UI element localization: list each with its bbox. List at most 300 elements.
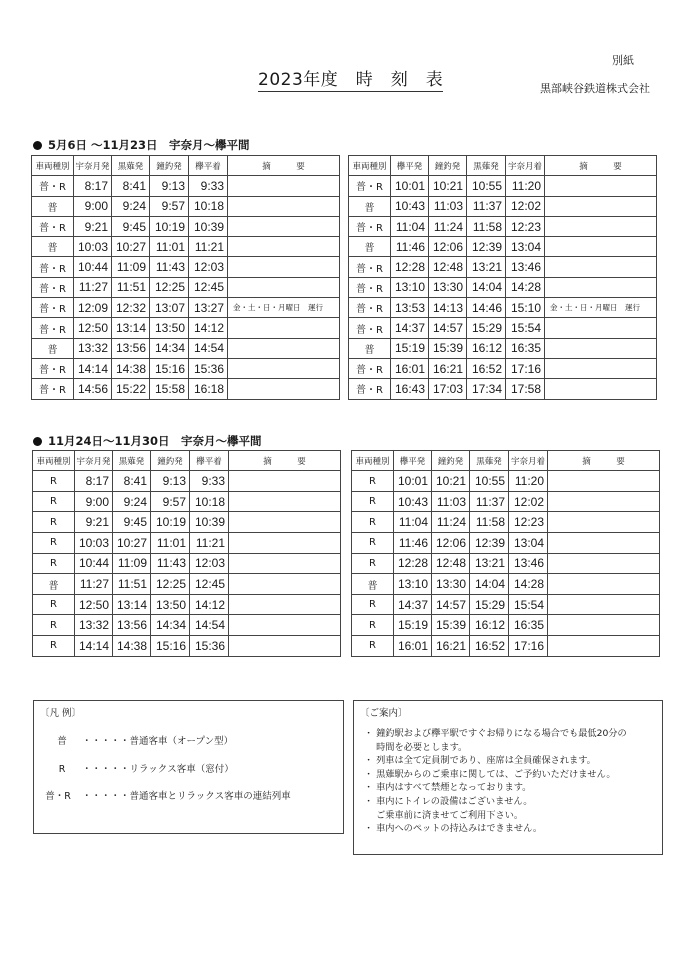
time-cell: 14:28 — [509, 574, 548, 595]
legend-heading: 〔凡 例〕 — [40, 708, 82, 719]
station-3-header: 黒薙発 — [467, 156, 506, 176]
info-line: ・ 車内はすべて禁煙となっております。 — [364, 782, 532, 794]
train-type-cell: R — [33, 512, 75, 533]
remarks-cell — [229, 553, 341, 574]
table-header-row — [33, 451, 341, 471]
time-cell: 14:14 — [75, 636, 113, 657]
time-cell: 12:39 — [470, 533, 509, 554]
table-row — [33, 553, 341, 574]
time-cell: 14:04 — [470, 574, 509, 595]
time-cell: 10:27 — [112, 237, 150, 257]
time-cell: 13:56 — [113, 615, 151, 636]
train-type-cell: 普・R — [349, 298, 391, 318]
time-cell: 9:33 — [189, 176, 228, 196]
remarks-cell — [548, 512, 660, 533]
time-cell: 8:41 — [112, 176, 150, 196]
remarks-cell — [545, 277, 657, 297]
time-cell: 9:00 — [74, 196, 112, 216]
table-row — [349, 237, 657, 257]
bullet-icon — [33, 437, 42, 446]
time-cell: 14:38 — [112, 358, 150, 378]
time-cell: 11:27 — [75, 574, 113, 595]
time-cell: 11:43 — [150, 257, 189, 277]
train-type-cell: 普 — [33, 574, 75, 595]
time-cell: 11:37 — [470, 491, 509, 512]
time-cell: 16:35 — [506, 338, 545, 358]
station-3-header: 黒薙発 — [470, 451, 509, 471]
time-cell: 14:37 — [394, 594, 432, 615]
time-cell: 12:32 — [112, 298, 150, 318]
remarks-cell — [228, 277, 340, 297]
time-cell: 17:03 — [429, 379, 467, 399]
remarks-cell — [545, 358, 657, 378]
remarks-cell: 金・土・日・月曜日 運行 — [228, 298, 340, 318]
train-type-cell: R — [33, 636, 75, 657]
remarks-cell — [545, 318, 657, 338]
time-cell: 13:56 — [112, 338, 150, 358]
time-cell: 11:24 — [429, 216, 467, 236]
train-type-cell: R — [352, 615, 394, 636]
station-4-header: 欅平着 — [189, 156, 228, 176]
time-cell: 14:57 — [432, 594, 470, 615]
table-row — [32, 338, 340, 358]
remarks-cell — [228, 318, 340, 338]
remarks-cell — [228, 176, 340, 196]
table-row — [352, 533, 660, 554]
train-type-cell: 普 — [32, 338, 74, 358]
table-row — [32, 216, 340, 236]
train-type-cell: 普・R — [349, 257, 391, 277]
page-title: 2023年度 時 刻 表 — [258, 70, 444, 90]
remarks-cell — [548, 491, 660, 512]
time-cell: 15:39 — [429, 338, 467, 358]
time-cell: 12:45 — [190, 574, 229, 595]
table-row — [33, 533, 341, 554]
remarks-cell — [228, 257, 340, 277]
train-type-cell: 普 — [352, 574, 394, 595]
time-cell: 12:06 — [429, 237, 467, 257]
remarks-cell — [229, 594, 341, 615]
table-header-row — [349, 156, 657, 176]
time-cell: 12:50 — [75, 594, 113, 615]
time-cell: 13:30 — [429, 277, 467, 297]
train-type-cell: R — [352, 471, 394, 492]
train-type-cell: R — [352, 553, 394, 574]
station-2-header: 鐘釣発 — [432, 451, 470, 471]
table-row — [349, 216, 657, 236]
time-cell: 13:10 — [394, 574, 432, 595]
station-1-header: 欅平発 — [391, 156, 429, 176]
time-cell: 13:50 — [150, 318, 189, 338]
remarks-cell — [228, 237, 340, 257]
timetable-outbound — [32, 450, 341, 657]
legend-symbol: 普・R — [45, 791, 71, 802]
table-row — [352, 615, 660, 636]
time-cell: 12:09 — [74, 298, 112, 318]
train-type-cell: R — [352, 533, 394, 554]
time-cell: 11:01 — [150, 237, 189, 257]
time-cell: 11:03 — [432, 491, 470, 512]
time-cell: 13:30 — [432, 574, 470, 595]
info-line: ・ 車内にトイレの設備はございません。 — [364, 795, 533, 807]
info-box — [353, 700, 663, 855]
train-type-cell: R — [33, 594, 75, 615]
train-type-cell: R — [352, 636, 394, 657]
table-row — [32, 318, 340, 338]
type-header: 車両種別 — [352, 451, 394, 471]
time-cell: 10:55 — [467, 176, 506, 196]
time-cell: 11:09 — [113, 553, 151, 574]
train-type-cell: 普 — [349, 196, 391, 216]
section-title-text: 5月6日 ～11月23日 宇奈月～欅平間 — [48, 138, 250, 152]
time-cell: 12:23 — [506, 216, 545, 236]
remarks-cell — [545, 237, 657, 257]
remarks-cell — [229, 533, 341, 554]
table-row — [352, 553, 660, 574]
table-row — [33, 615, 341, 636]
legend-box — [33, 700, 344, 834]
remarks-cell — [228, 358, 340, 378]
time-cell: 13:10 — [391, 277, 429, 297]
time-cell: 9:57 — [151, 491, 190, 512]
timetable-inbound — [351, 450, 660, 657]
info-list — [364, 727, 627, 836]
time-cell: 10:39 — [189, 216, 228, 236]
time-cell: 15:29 — [470, 594, 509, 615]
time-cell: 9:45 — [112, 216, 150, 236]
time-cell: 10:21 — [432, 471, 470, 492]
remarks-cell — [229, 636, 341, 657]
info-heading: 〔ご案内〕 — [360, 708, 408, 719]
remarks-cell — [548, 553, 660, 574]
station-3-header: 鐘釣発 — [150, 156, 189, 176]
train-type-cell: 普・R — [32, 358, 74, 378]
time-cell: 12:03 — [189, 257, 228, 277]
time-cell: 17:16 — [509, 636, 548, 657]
table-row — [349, 379, 657, 399]
time-cell: 11:51 — [112, 277, 150, 297]
table-row — [349, 358, 657, 378]
time-cell: 16:01 — [391, 358, 429, 378]
remarks-header: 摘 要 — [545, 156, 657, 176]
time-cell: 9:13 — [151, 471, 190, 492]
time-cell: 9:13 — [150, 176, 189, 196]
time-cell: 8:17 — [75, 471, 113, 492]
time-cell: 11:20 — [506, 176, 545, 196]
time-cell: 13:27 — [189, 298, 228, 318]
remarks-cell — [228, 196, 340, 216]
time-cell: 9:21 — [74, 216, 112, 236]
table-row — [32, 257, 340, 277]
station-1-header: 宇奈月発 — [75, 451, 113, 471]
train-type-cell: 普・R — [32, 257, 74, 277]
time-cell: 11:01 — [151, 533, 190, 554]
table-row — [32, 237, 340, 257]
time-cell: 14:04 — [467, 277, 506, 297]
company-name: 黒部峡谷鉄道株式会社 — [540, 82, 650, 95]
remarks-cell — [228, 379, 340, 399]
table-row — [32, 298, 340, 318]
info-line: ・ 鐘釣駅および欅平駅ですぐお帰りになる場合でも最低20分の — [364, 728, 627, 739]
remarks-cell — [548, 615, 660, 636]
train-type-cell: 普・R — [32, 176, 74, 196]
remarks-cell — [228, 216, 340, 236]
time-cell: 9:24 — [113, 491, 151, 512]
time-cell: 17:34 — [467, 379, 506, 399]
time-cell: 11:03 — [429, 196, 467, 216]
bullet-icon — [33, 141, 42, 150]
time-cell: 10:55 — [470, 471, 509, 492]
remarks-cell — [545, 196, 657, 216]
train-type-cell: R — [33, 533, 75, 554]
train-type-cell: 普 — [32, 237, 74, 257]
section-title-text: 11月24日～11月30日 宇奈月～欅平間 — [48, 434, 262, 448]
time-cell: 9:21 — [75, 512, 113, 533]
time-cell: 13:21 — [470, 553, 509, 574]
time-cell: 13:07 — [150, 298, 189, 318]
time-cell: 10:21 — [429, 176, 467, 196]
time-cell: 14:28 — [506, 277, 545, 297]
table-row — [33, 471, 341, 492]
table-row — [32, 196, 340, 216]
section-title-1 — [33, 137, 250, 153]
remarks-cell — [548, 636, 660, 657]
remarks-cell — [545, 176, 657, 196]
station-4-header: 宇奈月着 — [506, 156, 545, 176]
time-cell: 13:53 — [391, 298, 429, 318]
info-line: ご乗車前に済ませてご利用下さい。 — [364, 809, 524, 821]
time-cell: 14:14 — [74, 358, 112, 378]
time-cell: 14:56 — [74, 379, 112, 399]
remarks-cell — [545, 257, 657, 277]
legend-symbol: R — [58, 764, 66, 775]
table-header-row — [352, 451, 660, 471]
time-cell: 10:18 — [190, 491, 229, 512]
type-header: 車両種別 — [32, 156, 74, 176]
legend-item — [34, 788, 291, 802]
station-2-header: 黒薙発 — [113, 451, 151, 471]
time-cell: 13:50 — [151, 594, 190, 615]
train-type-cell: R — [33, 471, 75, 492]
time-cell: 16:18 — [189, 379, 228, 399]
time-cell: 10:39 — [190, 512, 229, 533]
remarks-cell: 金・土・日・月曜日 運行 — [545, 298, 657, 318]
time-cell: 14:34 — [150, 338, 189, 358]
remarks-cell — [228, 338, 340, 358]
time-cell: 14:46 — [467, 298, 506, 318]
time-cell: 15:54 — [506, 318, 545, 338]
time-cell: 14:38 — [113, 636, 151, 657]
train-type-cell: 普・R — [32, 216, 74, 236]
info-line: ・ 車内へのペットの持込みはできません。 — [364, 823, 543, 835]
time-cell: 11:46 — [391, 237, 429, 257]
time-cell: 14:13 — [429, 298, 467, 318]
time-cell: 11:21 — [189, 237, 228, 257]
table-row — [349, 176, 657, 196]
time-cell: 15:19 — [394, 615, 432, 636]
time-cell: 11:58 — [467, 216, 506, 236]
table-row — [349, 277, 657, 297]
remarks-cell — [548, 574, 660, 595]
time-cell: 15:16 — [150, 358, 189, 378]
info-line: ・ 黒薙駅からのご乗車に関しては、ご予約いただけません。 — [364, 768, 616, 780]
time-cell: 14:57 — [429, 318, 467, 338]
time-cell: 14:12 — [189, 318, 228, 338]
info-line: 時間を必要とします。 — [364, 741, 468, 753]
time-cell: 15:22 — [112, 379, 150, 399]
time-cell: 12:28 — [391, 257, 429, 277]
train-type-cell: 普・R — [32, 277, 74, 297]
train-type-cell: 普・R — [349, 358, 391, 378]
station-1-header: 宇奈月発 — [74, 156, 112, 176]
station-1-header: 欅平発 — [394, 451, 432, 471]
remarks-cell — [545, 338, 657, 358]
time-cell: 15:36 — [190, 636, 229, 657]
time-cell: 11:20 — [509, 471, 548, 492]
time-cell: 15:10 — [506, 298, 545, 318]
time-cell: 15:19 — [391, 338, 429, 358]
time-cell: 11:46 — [394, 533, 432, 554]
time-cell: 13:14 — [113, 594, 151, 615]
time-cell: 10:19 — [151, 512, 190, 533]
time-cell: 8:41 — [113, 471, 151, 492]
time-cell: 10:01 — [394, 471, 432, 492]
train-type-cell: 普・R — [349, 277, 391, 297]
table-row — [349, 338, 657, 358]
time-cell: 11:04 — [391, 216, 429, 236]
time-cell: 16:52 — [467, 358, 506, 378]
attachment-label: 別紙 — [612, 54, 634, 67]
train-type-cell: 普・R — [349, 216, 391, 236]
table-row — [352, 471, 660, 492]
table-row — [352, 594, 660, 615]
remarks-cell — [229, 491, 341, 512]
time-cell: 11:43 — [151, 553, 190, 574]
time-cell: 8:17 — [74, 176, 112, 196]
info-line: ・ 列車は全て定員制であり、座席は全員確保されます。 — [364, 755, 596, 767]
train-type-cell: R — [352, 512, 394, 533]
time-cell: 11:09 — [112, 257, 150, 277]
table-row — [349, 318, 657, 338]
time-cell: 16:12 — [467, 338, 506, 358]
table-row — [349, 257, 657, 277]
remarks-cell — [229, 512, 341, 533]
remarks-cell — [545, 379, 657, 399]
time-cell: 14:54 — [190, 615, 229, 636]
time-cell: 10:03 — [75, 533, 113, 554]
time-cell: 10:44 — [75, 553, 113, 574]
table-row — [33, 594, 341, 615]
time-cell: 15:39 — [432, 615, 470, 636]
time-cell: 16:35 — [509, 615, 548, 636]
table-row — [32, 277, 340, 297]
remarks-header: 摘 要 — [228, 156, 340, 176]
time-cell: 10:27 — [113, 533, 151, 554]
time-cell: 14:12 — [190, 594, 229, 615]
time-cell: 10:18 — [189, 196, 228, 216]
type-header: 車両種別 — [349, 156, 391, 176]
time-cell: 14:54 — [189, 338, 228, 358]
train-type-cell: 普 — [349, 237, 391, 257]
time-cell: 12:48 — [429, 257, 467, 277]
legend-item — [42, 761, 234, 775]
time-cell: 10:03 — [74, 237, 112, 257]
time-cell: 13:04 — [506, 237, 545, 257]
time-cell: 12:02 — [506, 196, 545, 216]
time-cell: 10:43 — [394, 491, 432, 512]
time-cell: 11:04 — [394, 512, 432, 533]
time-cell: 13:46 — [506, 257, 545, 277]
train-type-cell: 普・R — [32, 298, 74, 318]
time-cell: 15:54 — [509, 594, 548, 615]
train-type-cell: 普 — [32, 196, 74, 216]
section-title-2 — [33, 433, 262, 449]
time-cell: 11:24 — [432, 512, 470, 533]
table-row — [32, 358, 340, 378]
time-cell: 15:58 — [150, 379, 189, 399]
time-cell: 14:37 — [391, 318, 429, 338]
time-cell: 15:36 — [189, 358, 228, 378]
table-row — [352, 512, 660, 533]
time-cell: 16:21 — [432, 636, 470, 657]
timetable-inbound — [348, 155, 657, 400]
time-cell: 16:01 — [394, 636, 432, 657]
time-cell: 9:24 — [112, 196, 150, 216]
time-cell: 15:29 — [467, 318, 506, 338]
table-row — [32, 379, 340, 399]
time-cell: 12:02 — [509, 491, 548, 512]
remarks-cell — [548, 471, 660, 492]
table-row — [33, 574, 341, 595]
train-type-cell: R — [33, 615, 75, 636]
time-cell: 16:43 — [391, 379, 429, 399]
time-cell: 12:25 — [150, 277, 189, 297]
time-cell: 11:51 — [113, 574, 151, 595]
time-cell: 11:58 — [470, 512, 509, 533]
table-row — [33, 512, 341, 533]
time-cell: 10:43 — [391, 196, 429, 216]
time-cell: 9:00 — [75, 491, 113, 512]
time-cell: 12:39 — [467, 237, 506, 257]
table-row — [352, 574, 660, 595]
time-cell: 9:45 — [113, 512, 151, 533]
time-cell: 16:21 — [429, 358, 467, 378]
train-type-cell: 普 — [349, 338, 391, 358]
time-cell: 11:21 — [190, 533, 229, 554]
time-cell: 13:32 — [75, 615, 113, 636]
time-cell: 12:23 — [509, 512, 548, 533]
station-2-header: 黒薙発 — [112, 156, 150, 176]
train-type-cell: 普・R — [349, 176, 391, 196]
time-cell: 15:16 — [151, 636, 190, 657]
time-cell: 11:27 — [74, 277, 112, 297]
time-cell: 13:04 — [509, 533, 548, 554]
time-cell: 12:03 — [190, 553, 229, 574]
type-header: 車両種別 — [33, 451, 75, 471]
legend-desc: ・・・・・普通客車とリラックス客車の連結列車 — [82, 791, 291, 802]
station-4-header: 宇奈月着 — [509, 451, 548, 471]
time-cell: 13:46 — [509, 553, 548, 574]
table-header-row — [32, 156, 340, 176]
train-type-cell: R — [33, 491, 75, 512]
time-cell: 13:32 — [74, 338, 112, 358]
remarks-cell — [548, 533, 660, 554]
time-cell: 14:34 — [151, 615, 190, 636]
timetable-outbound — [31, 155, 340, 400]
time-cell: 12:50 — [74, 318, 112, 338]
remarks-cell — [545, 216, 657, 236]
time-cell: 12:06 — [432, 533, 470, 554]
